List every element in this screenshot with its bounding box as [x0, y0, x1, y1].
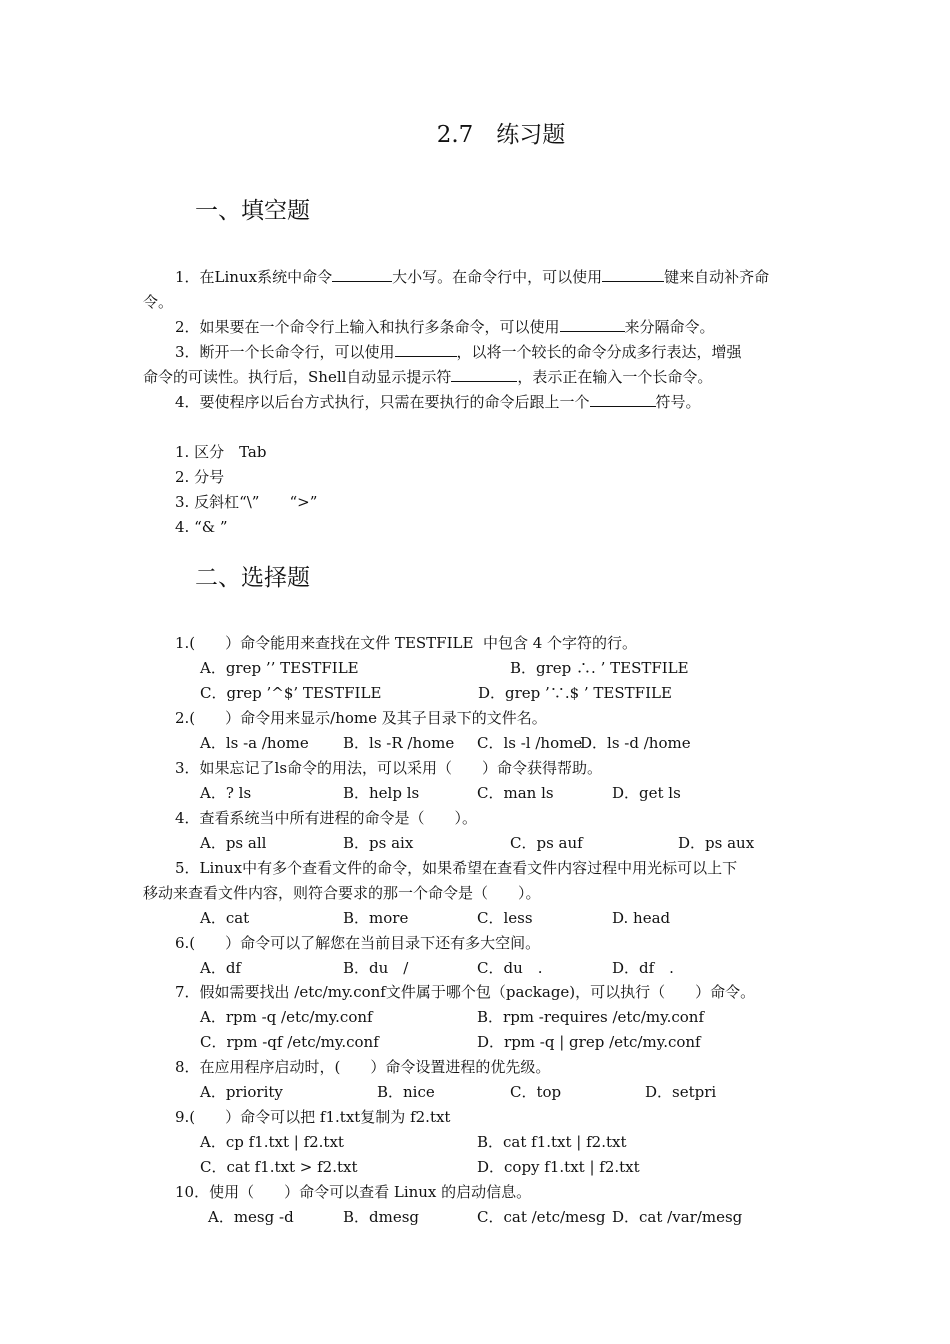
- option-4c: C．ps auf: [510, 834, 583, 852]
- option-3b: B．help ls: [343, 784, 420, 802]
- option-9b: B．cat f1.txt | f2.txt: [477, 1133, 627, 1151]
- choice-question-4: 4．查看系统当中所有进程的命令是（ ）。: [175, 809, 478, 827]
- option-8b: B．nice: [377, 1083, 435, 1101]
- option-10c: C．cat /etc/mesg: [477, 1208, 606, 1226]
- choice-question-6: 6.( ）命令可以了解您在当前目录下还有多大空间。: [175, 934, 541, 952]
- option-4d: D．ps aux: [678, 834, 755, 852]
- fill-question-2: 2．如果要在一个命令行上输入和执行多条命令，可以使用 来分隔命令。: [175, 318, 715, 336]
- option-8d: D．setpri: [645, 1083, 717, 1101]
- choice-question-9: 9.( ）命令可以把 f1.txt复制为 f2.txt: [175, 1108, 451, 1126]
- option-9c: C．cat f1.txt > f2.txt: [200, 1158, 358, 1176]
- option-6c: C．du .: [477, 959, 543, 977]
- option-4b: B．ps aix: [343, 834, 414, 852]
- option-10d: D．cat /var/mesg: [612, 1208, 743, 1226]
- page-title: 2.7 练习题: [436, 122, 566, 148]
- option-1d: D．grep ’∵.$ ’ TESTFILE: [478, 684, 672, 702]
- option-7a: A．rpm -q /etc/my.conf: [200, 1008, 373, 1026]
- option-2a: A．ls -a /home: [200, 734, 309, 752]
- option-8c: C．top: [510, 1083, 562, 1101]
- section-heading-fill-blank: 一、填空题: [195, 198, 310, 224]
- answer-4: 4. “& ”: [175, 518, 228, 536]
- option-2c: C．ls -l /home: [477, 734, 583, 752]
- option-5a: A．cat: [200, 909, 250, 927]
- option-3d: D．get ls: [612, 784, 681, 802]
- option-7c: C．rpm -qf /etc/my.conf: [200, 1033, 379, 1051]
- option-9d: D．copy f1.txt | f2.txt: [477, 1158, 640, 1176]
- choice-question-5: 5．Linux中有多个查看文件的命令，如果希望在查看文件内容过程中用光标可以上下: [175, 859, 738, 877]
- choice-question-5-cont: 移动来查看文件内容，则符合要求的那一个命令是（ ）。: [143, 884, 541, 902]
- fill-question-3-cont: 命令的可读性。执行后，Shell自动显示提示符 ，表示正在输入一个长命令。: [143, 368, 713, 386]
- option-2d: D．ls -d /home: [580, 734, 691, 752]
- option-4a: A．ps all: [200, 834, 267, 852]
- option-1b: B．grep ∴. ’ TESTFILE: [510, 659, 689, 677]
- choice-question-1: 1.( ）命令能用来查找在文件 TESTFILE 中包含 4 个字符的行。: [175, 634, 638, 652]
- answer-2: 2. 分号: [175, 468, 225, 486]
- option-10b: B．dmesg: [343, 1208, 420, 1226]
- answer-3: 3. 反斜杠“\” “>”: [175, 493, 318, 511]
- option-7b: B．rpm -requires /etc/my.conf: [477, 1008, 705, 1026]
- option-10a: A．mesg -d: [208, 1208, 294, 1226]
- fill-question-4: 4．要使程序以后台方式执行，只需在要执行的命令后跟上一个 符号。: [175, 393, 701, 411]
- choice-question-2: 2.( ）命令用来显示/home 及其子目录下的文件名。: [175, 709, 547, 727]
- choice-question-8: 8．在应用程序启动时，( ）命令设置进程的优先级。: [175, 1058, 551, 1076]
- option-6b: B．du /: [343, 959, 409, 977]
- option-1a: A．grep ’’ TESTFILE: [200, 659, 359, 677]
- fill-question-3: 3．断开一个长命令行，可以使用 ，以将一个较长的命令分成多行表达，增强: [175, 343, 742, 361]
- option-6d: D．df .: [612, 959, 674, 977]
- choice-question-7: 7．假如需要找出 /etc/my.conf文件属于哪个包（package)，可以执行（ ）命令。: [175, 983, 756, 1001]
- option-3a: A．? ls: [200, 784, 252, 802]
- fill-question-1: 1．在Linux系统中命令 大小写。在命令行中，可以使用 键来自动补齐命: [175, 268, 770, 286]
- option-1c: C．grep ’^$’ TESTFILE: [200, 684, 382, 702]
- fill-question-1-cont: 令。: [143, 293, 174, 311]
- choice-question-3: 3．如果忘记了ls命令的用法，可以采用（ ）命令获得帮助。: [175, 759, 603, 777]
- option-8a: A．priority: [200, 1083, 283, 1101]
- option-5b: B．more: [343, 909, 409, 927]
- option-5d: D. head: [612, 909, 671, 927]
- option-3c: C．man ls: [477, 784, 554, 802]
- option-9a: A．cp f1.txt | f2.txt: [200, 1133, 344, 1151]
- section-heading-multiple-choice: 二、选择题: [195, 565, 310, 591]
- option-2b: B．ls -R /home: [343, 734, 455, 752]
- option-5c: C．less: [477, 909, 533, 927]
- option-6a: A．df: [200, 959, 241, 977]
- choice-question-10: 10．使用（ ）命令可以查看 Linux 的启动信息。: [175, 1183, 532, 1201]
- answer-1: 1. 区分 Tab: [175, 443, 267, 461]
- option-7d: D．rpm -q | grep /etc/my.conf: [477, 1033, 701, 1051]
